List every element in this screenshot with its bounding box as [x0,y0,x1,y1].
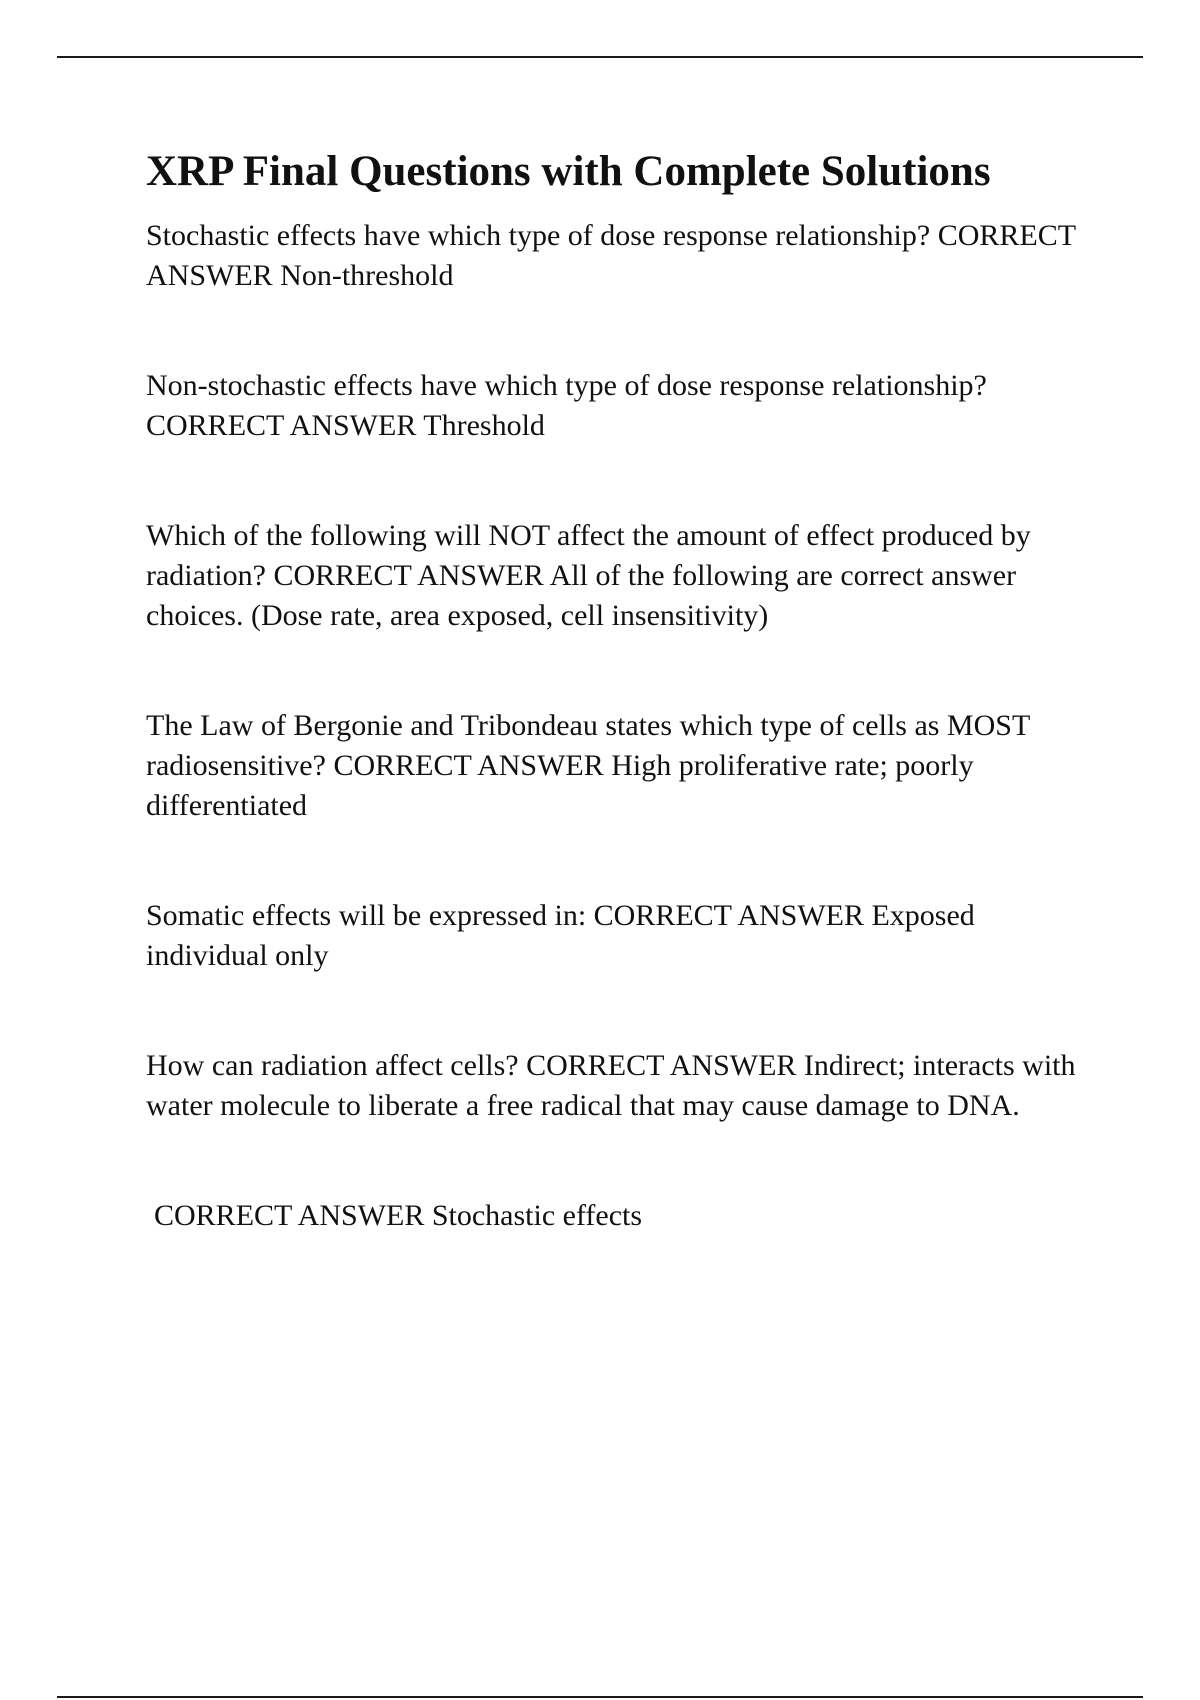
qa-item-5: Somatic effects will be expressed in: CORRECT ANSWER Exposed individual only [146,898,975,972]
qa-item-2: Non-stochastic effects have which type of dose response relationship? CORRECT ANSWER Threshold [146,368,987,442]
qa-item-1: Stochastic effects have which type of dose response relationship? CORRECT ANSWER Non-threshold [146,218,1076,292]
qa-item-4: The Law of Bergonie and Tribondeau states which type of cells as MOST radiosensitive? CORRECT ANSWER High proliferative rate; poorly differentiated [146,708,1030,822]
bottom-rule [57,1696,1143,1698]
document-title: XRP Final Questions with Complete Solutions [146,148,991,195]
qa-item-6: How can radiation affect cells? CORRECT ANSWER Indirect; interacts with water molecule to liberate a free radical that may cause damage to DNA. [146,1048,1076,1122]
top-rule [57,56,1143,58]
document-body [146,146,1096,1306]
qa-item-3: Which of the following will NOT affect the amount of effect produced by radiation? CORRECT ANSWER All of the following are correct answer choices. (Dose rate, area exposed, cell insensitivity) [146,518,1031,632]
qa-item-7: CORRECT ANSWER Stochastic effects [154,1198,643,1232]
